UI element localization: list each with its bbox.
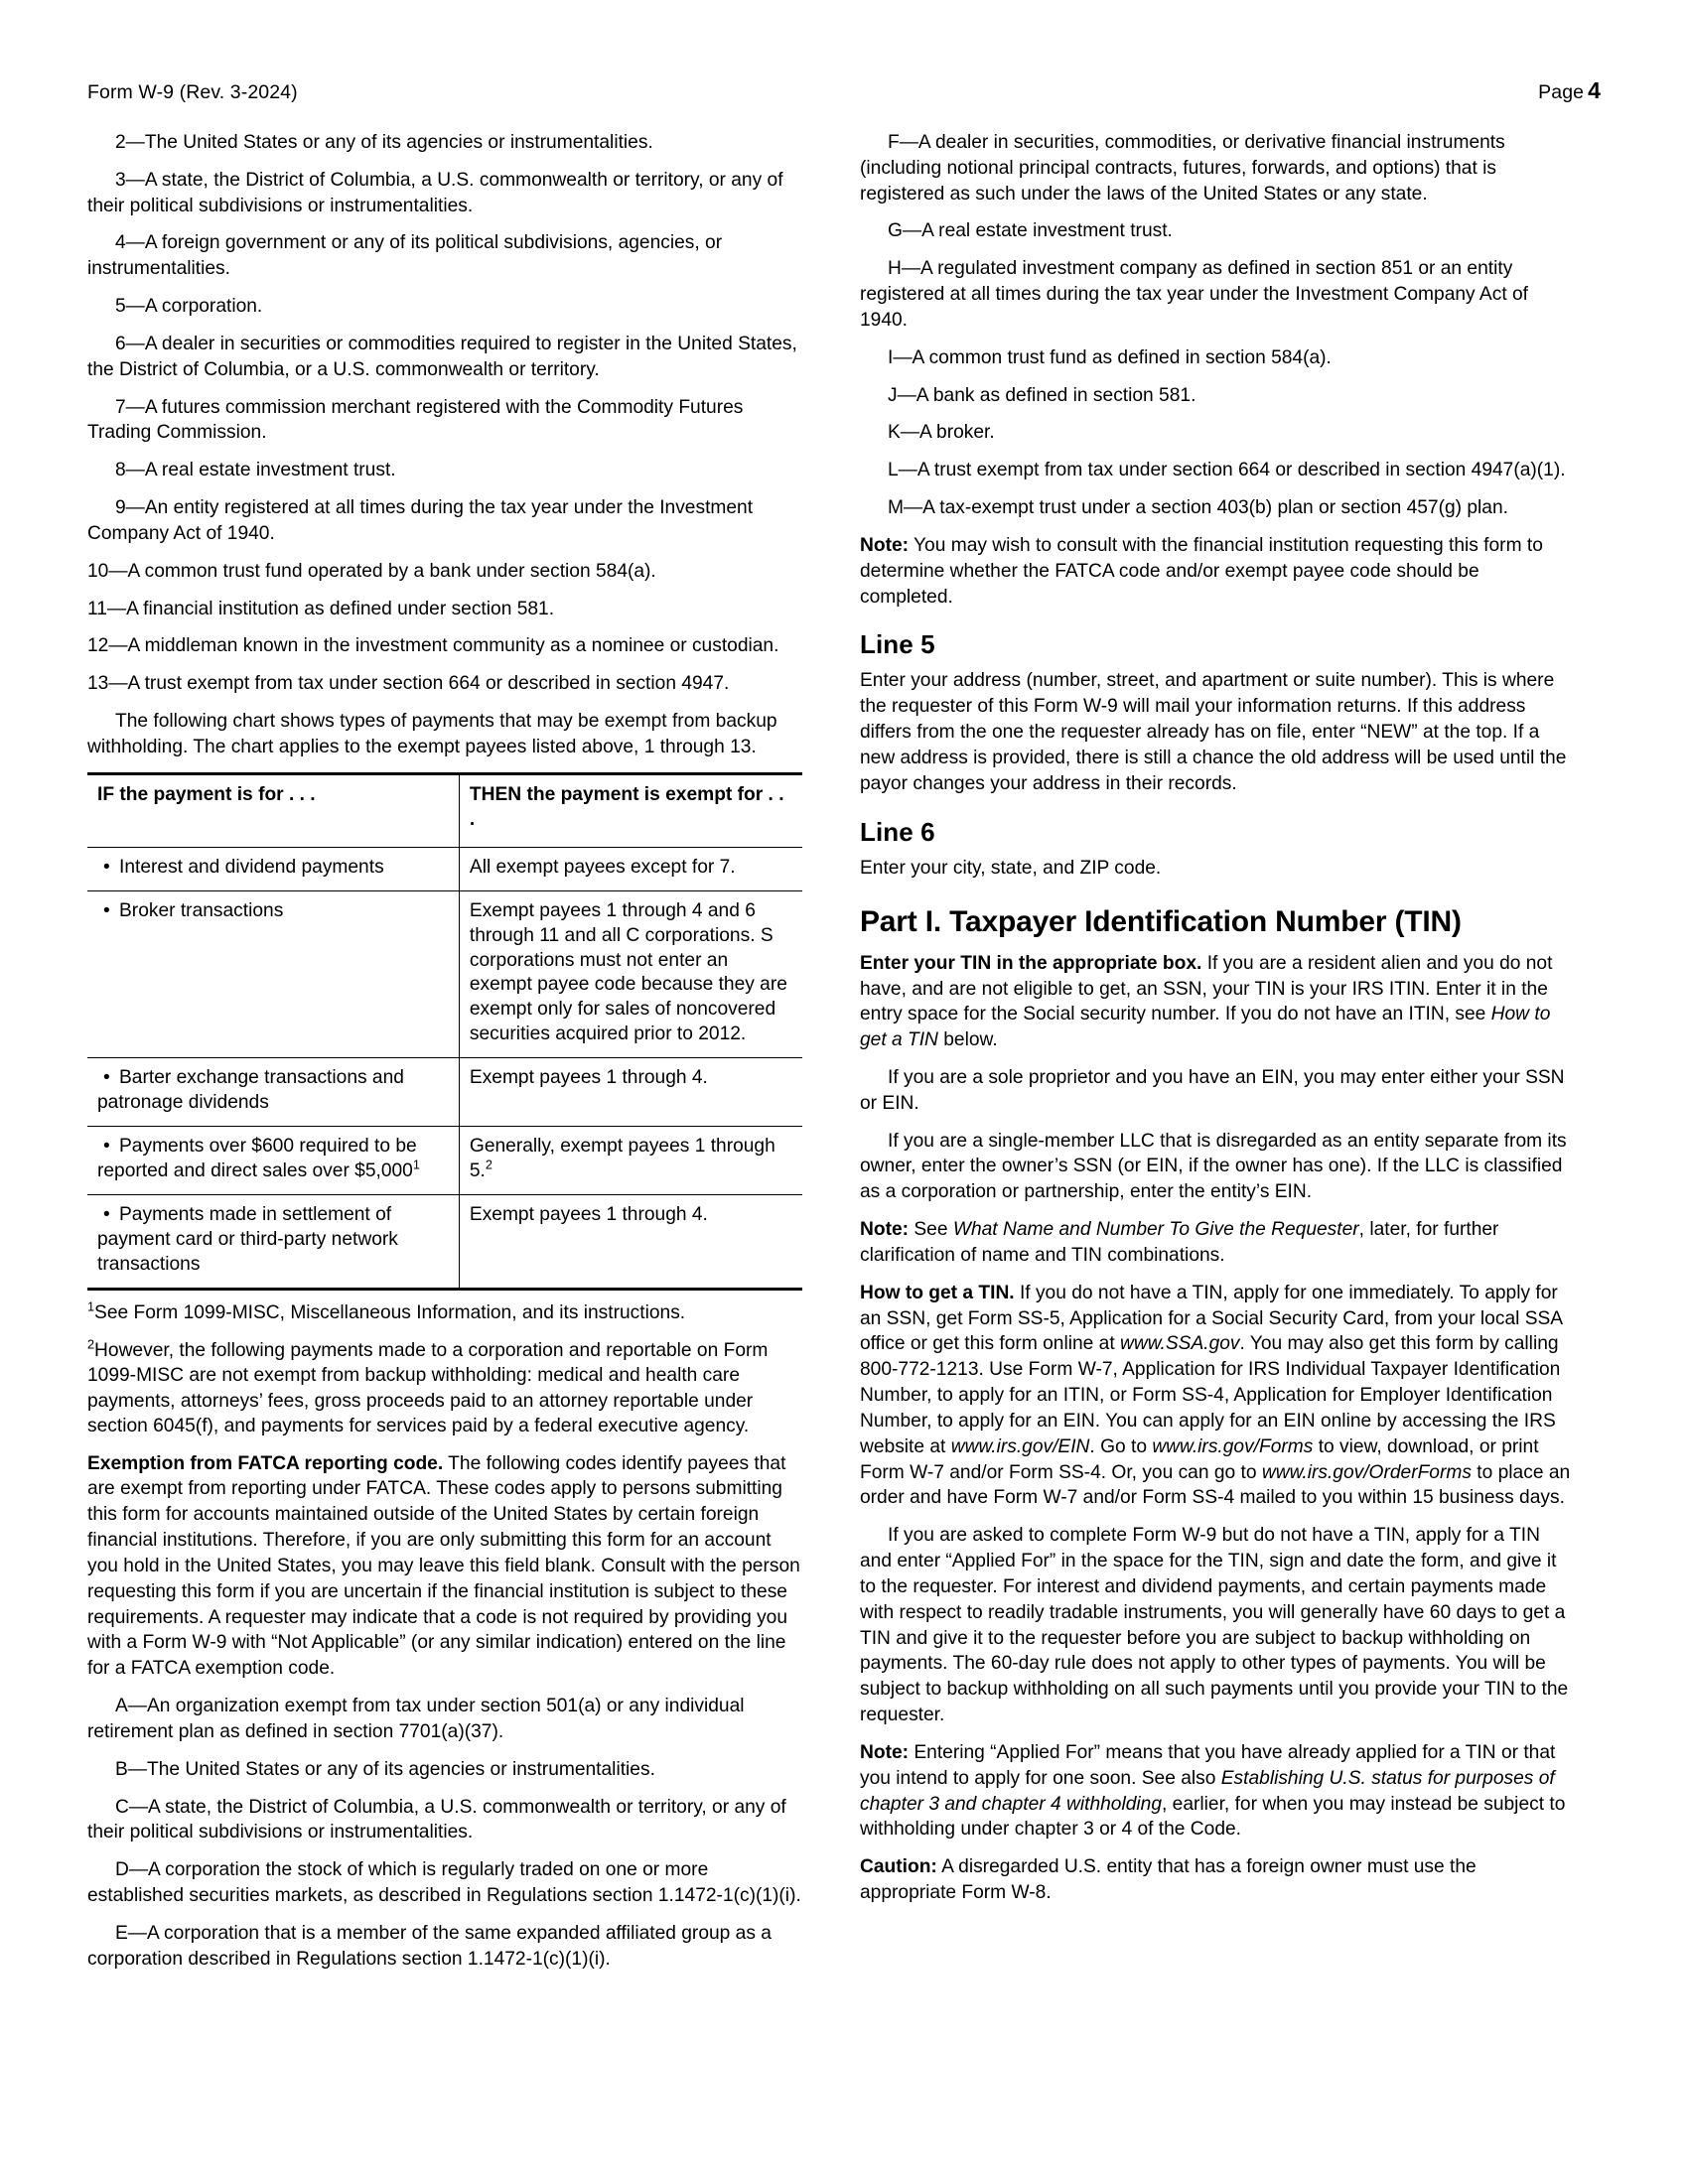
form-label: Form W-9 (Rev. 3-2024) — [87, 81, 298, 103]
table-cell-payment — [87, 1195, 459, 1290]
note-name-number-italic: What Name and Number To Give the Requester — [952, 1219, 1359, 1241]
llc-paragraph: If you are a single-member LLC that is disregarded as an entity separate from its owner, enter the owner’s SSN (or EIN, if the owner has one). If the LLC is classified as a corporation or partnership, enter the entity’s EIN. — [860, 1130, 1567, 1203]
tin-intro-italic: How to get a TIN — [860, 1004, 1551, 1051]
fatca-exemption-paragraph — [87, 1451, 802, 1682]
table-cell-payment-body: Payments over $600 required to be reported and direct sales over $5,000 — [97, 1136, 417, 1182]
sole-proprietor-paragraph: If you are a sole proprietor and you have an EIN, you may enter either your SSN or EIN. — [860, 1066, 1565, 1114]
line-6-body: Enter your city, state, and ZIP code. — [860, 857, 1162, 879]
note-name-number-paragraph — [860, 1217, 1575, 1269]
footnote-2 — [87, 1338, 802, 1439]
note-fatca-body: You may wish to consult with the financial institution requesting this form to determine whether the FATCA code and/or exempt payee code should be completed. — [860, 534, 1543, 608]
note-applied-for-label: Note: — [860, 1741, 910, 1763]
fatca-code-d: D—A corporation the stock of which is regularly traded on one or more established securities markets, as described in Regulations section 1.1472-1(c)(1)(i). — [87, 1859, 801, 1907]
page-label: Page — [1538, 81, 1585, 103]
exempt-item-10: 10—A common trust fund operated by a bank under section 584(a). — [87, 560, 656, 582]
footnote-2-text: However, the following payments made to a corporation and reportable on Form 1099-MISC are not exempt from backup withholding: medical and health care payments, attorneys’ fees, gross proceeds paid to an attorney reportable under section 6045(f), and payments for services paid by a federal executive agency. — [87, 1339, 769, 1437]
right-column — [860, 130, 1575, 1918]
table-cell-payment-text: • Payments made in settlement of payment card or third-party network transactions — [97, 1204, 398, 1275]
note-applied-for-tail: , earlier, for when you may instead be subject to withholding under chapter 3 or 4 of the Code. — [860, 1793, 1566, 1841]
exempt-payment-chart — [87, 772, 802, 1291]
fatca-exemption-heading: Exemption from FATCA reporting code. — [87, 1452, 444, 1474]
tin-intro-body: If you are a resident alien and you do not have, and are not eligible to get, an SSN, your TIN is your IRS ITIN. Enter it in the entry space for the Social security number. If you do not have an ITIN, see — [860, 952, 1553, 1025]
table-row — [87, 1195, 802, 1290]
how-to-get-tin-label: How to get a TIN. — [860, 1282, 1015, 1303]
table-cell-payment — [87, 890, 459, 1058]
footnote-2-marker: 2 — [87, 1337, 95, 1352]
how-to-body-5: to place an order and have Form W-7 and/or Form SS-4 mailed to you within 15 business days. — [860, 1461, 1571, 1509]
page-header — [87, 77, 1601, 104]
left-column — [87, 130, 802, 1984]
how-to-body-2: . You may also get this form by calling 800-772-1213. Use Form W-7, Application for IRS Individual Taxpayer Identification Number, to apply for an ITIN, or Form SS-4, Application for Employer Identification Number, to apply for an EIN. You can apply for an EIN online by accessing the IRS website at — [860, 1333, 1561, 1457]
link-irs-forms[interactable]: www.irs.gov/Forms — [1152, 1435, 1314, 1457]
how-to-body-4: to view, download, or print Form W-7 and/or Form SS-4. Or, you can go to — [860, 1435, 1539, 1483]
footnote-1 — [87, 1300, 802, 1326]
table-cell-payment-text: • Barter exchange transactions and patronage dividends — [97, 1067, 404, 1113]
table-row — [87, 890, 802, 1058]
note-applied-for-paragraph — [860, 1740, 1575, 1843]
link-irs-ein[interactable]: www.irs.gov/EIN — [950, 1435, 1090, 1457]
note-applied-for-body: Entering “Applied For” means that you have already applied for a TIN or that you intend to apply for one soon. See also — [860, 1741, 1556, 1789]
exempt-item-3: 3—A state, the District of Columbia, a U.S. commonwealth or territory, or any of their political subdivisions or instrumentalities. — [87, 169, 783, 216]
table-row — [87, 1127, 802, 1195]
table-cell-exempt: Exempt payees 1 through 4. — [459, 1195, 802, 1290]
fatca-code-f: F—A dealer in securities, commodities, or derivative financial instruments (including notional principal contracts, futures, forwards, and options) that is registered as such under the laws of the United States or any state. — [860, 132, 1505, 205]
note-name-number-pre: See — [909, 1219, 953, 1241]
exempt-item-7: 7—A futures commission merchant registered with the Commodity Futures Trading Commission. — [87, 396, 744, 444]
how-to-get-tin-paragraph — [860, 1281, 1575, 1511]
fatca-code-k: K—A broker. — [888, 422, 995, 444]
table-header-if: IF the payment is for . . . — [87, 773, 459, 847]
table-cell-exempt: Exempt payees 1 through 4. — [459, 1058, 802, 1127]
fatca-exemption-body: The following codes identify payees that are exempt from reporting under FATCA. These codes apply to persons submitting this form for accounts maintained outside of the United States by certain foreign financial institutions. Therefore, if you are only submitting this form for an account you hold in the United States, you may leave this field blank. Consult with the person requesting this form if you are uncertain if the financial institution is subject to these requirements. A requester may indicate that a code is not required by providing you with a Form W-9 with “Not Applicable” (or any similar indication) entered on the line for a FATCA exemption code. — [87, 1452, 800, 1680]
fatca-code-h: H—A regulated investment company as defined in section 851 or an entity registered at all times during the tax year under the Investment Company Act of 1940. — [860, 258, 1528, 331]
table-cell-payment — [87, 847, 459, 890]
exempt-item-8: 8—A real estate investment trust. — [115, 460, 396, 481]
exempt-item-13: 13—A trust exempt from tax under section 664 or described in section 4947. — [87, 673, 730, 695]
footnote-1-marker: 1 — [87, 1299, 95, 1314]
table-cell-exempt: All exempt payees except for 7. — [459, 847, 802, 890]
fatca-code-m: M—A tax-exempt trust under a section 403(b) plan or section 457(g) plan. — [888, 497, 1508, 519]
table-cell-payment-text: • Interest and dividend payments — [97, 857, 384, 878]
tin-intro-paragraph — [860, 951, 1575, 1053]
note-fatca-label: Note: — [860, 534, 910, 556]
fatca-code-i: I—A common trust fund as defined in section 584(a). — [888, 346, 1332, 368]
page-indicator — [1538, 77, 1601, 104]
note-name-number-tail: , later, for further clarification of name and TIN combinations. — [860, 1219, 1499, 1266]
table-row — [87, 1058, 802, 1127]
heading-line-6: Line 6 — [860, 816, 935, 847]
link-ssa-gov[interactable]: www.SSA.gov — [1120, 1333, 1240, 1355]
exempt-item-5: 5—A corporation. — [115, 296, 263, 318]
fatca-code-l: L—A trust exempt from tax under section 664 or described in section 4947(a)(1). — [888, 460, 1566, 481]
footnote-1-text: See Form 1099-MISC, Miscellaneous Information, and its instructions. — [94, 1301, 686, 1323]
note-name-number-label: Note: — [860, 1219, 910, 1241]
exempt-item-4: 4—A foreign government or any of its political subdivisions, agencies, or instrumentalities. — [87, 232, 723, 280]
fatca-code-e: E—A corporation that is a member of the same expanded affiliated group as a corporation described in Regulations section 1.1472-1(c)(1)(i). — [87, 1922, 772, 1970]
fatca-code-g: G—A real estate investment trust. — [888, 220, 1173, 242]
footnote-ref-2: 2 — [485, 1158, 492, 1172]
note-fatca-paragraph — [860, 533, 1575, 610]
page-number: 4 — [1588, 77, 1601, 103]
exempt-item-2: 2—The United States or any of its agencies or instrumentalities. — [115, 132, 653, 153]
caution-label: Caution: — [860, 1856, 937, 1878]
exempt-item-6: 6—A dealer in securities or commodities required to register in the United States, the District of Columbia, or a U.S. commonwealth or territory. — [87, 333, 797, 380]
note-applied-for-italic: Establishing U.S. status for purposes of chapter 3 and chapter 4 withholding — [860, 1767, 1555, 1815]
table-cell-payment-text — [97, 1136, 420, 1181]
how-to-body-1: If you do not have a TIN, apply for one immediately. To apply for an SSN, get Form SS-5, Application for a Social Security Card, from your local SSA office or get this form online at — [860, 1282, 1563, 1355]
applied-for-paragraph: If you are asked to complete Form W-9 but do not have a TIN, apply for a TIN and enter “Applied For” in the space for the TIN, sign and date the form, and give it to the requester. For interest and dividend payments, and certain payments made with respect to readily tradable instruments, you will generally have 60 days to get a TIN and give it to the requester before you are subject to backup withholding on payments. The 60-day rule does not apply to other types of payments. You will be subject to backup withholding on all such payments until you provide your TIN to the requester. — [860, 1525, 1569, 1726]
caution-body: A disregarded U.S. entity that has a foreign owner must use the appropriate Form W-8. — [860, 1856, 1477, 1903]
two-column-body — [87, 130, 1601, 1984]
table-header-row — [87, 773, 802, 847]
how-to-body-3: . Go to — [1089, 1435, 1153, 1457]
table-cell-payment — [87, 1058, 459, 1127]
footnote-ref-1: 1 — [412, 1158, 420, 1172]
exempt-item-9: 9—An entity registered at all times during the tax year under the Investment Company Act of 1940. — [87, 497, 754, 544]
chart-intro-paragraph: The following chart shows types of payments that may be exempt from backup withholding. The chart applies to the exempt payees listed above, 1 through 13. — [87, 711, 777, 757]
fatca-code-b: B—The United States or any of its agencies or instrumentalities. — [115, 1758, 655, 1780]
table-cell-exempt — [459, 1127, 802, 1195]
line-5-body: Enter your address (number, street, and apartment or suite number). This is where the requester of this Form W-9 will mail your information returns. If this address differs from the one the requester already has on file, enter “NEW” at the top. If a new address is provided, there is still a chance the old address will be used until the payor changes your address in their records. — [860, 670, 1567, 794]
fatca-code-c: C—A state, the District of Columbia, a U.S. commonwealth or territory, or any of their political subdivisions or instrumentalities. — [87, 1796, 786, 1843]
fatca-code-a: A—An organization exempt from tax under section 501(a) or any individual retirement plan as defined in section 7701(a)(37). — [87, 1696, 745, 1742]
heading-line-5: Line 5 — [860, 629, 935, 660]
heading-part-1: Part I. Taxpayer Identification Number (TIN) — [860, 905, 1462, 939]
exempt-item-11: 11—A financial institution as defined under section 581. — [87, 598, 555, 619]
fatca-code-j: J—A bank as defined in section 581. — [888, 384, 1196, 406]
caution-paragraph — [860, 1854, 1575, 1906]
table-header-then: THEN the payment is exempt for . . . — [459, 773, 802, 847]
exempt-item-12: 12—A middleman known in the investment community as a nominee or custodian. — [87, 635, 779, 657]
table-cell-payment — [87, 1127, 459, 1195]
table-cell-exempt-body: Generally, exempt payees 1 through 5. — [469, 1136, 775, 1182]
table-cell-payment-text: • Broker transactions — [97, 900, 283, 921]
link-irs-orderforms[interactable]: www.irs.gov/OrderForms — [1261, 1461, 1472, 1483]
table-row — [87, 847, 802, 890]
tin-intro-tail: below. — [937, 1029, 998, 1051]
tin-intro-bold: Enter your TIN in the appropriate box. — [860, 952, 1202, 974]
table-cell-exempt: Exempt payees 1 through 4 and 6 through 11 and all C corporations. S corporations must not enter an exempt payee code because they are exempt only for sales of noncovered securities acquired prior to 2012. — [459, 890, 802, 1058]
